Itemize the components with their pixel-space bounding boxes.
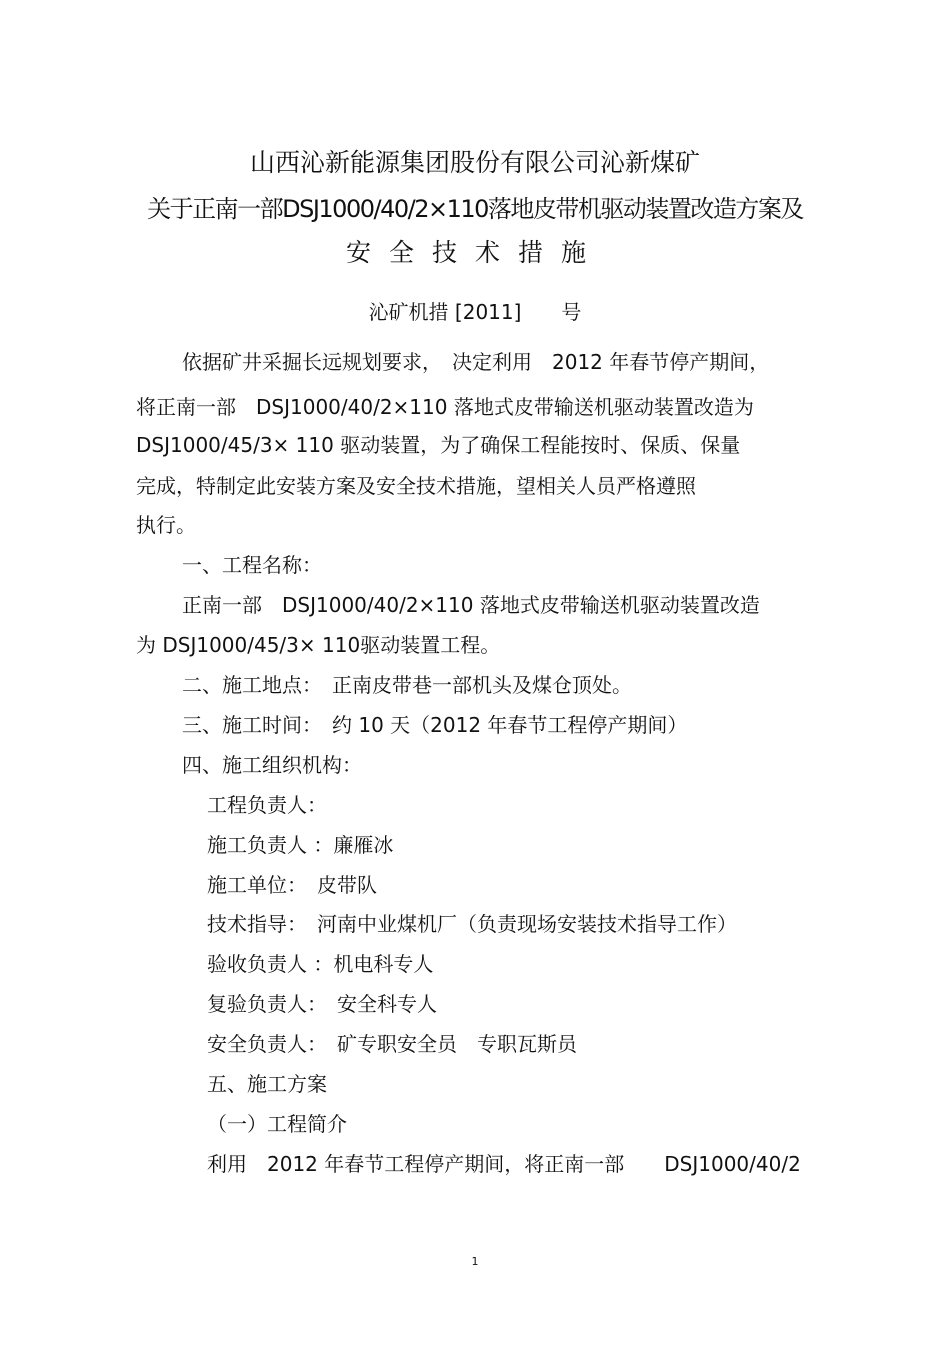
section-1-line-2: 为 DSJ1000/45/3× 110驱动装置工程。 — [136, 633, 501, 657]
org-item: 施工单位： 皮带队 — [207, 873, 377, 897]
org-item: 工程负责人： — [207, 793, 327, 817]
title-line-3: 安全技术措施 — [345, 238, 604, 267]
section-3: 三、施工时间： 约 10 天（2012 年春节工程停产期间） — [182, 713, 688, 737]
section-5-heading: 五、施工方案 — [207, 1072, 327, 1096]
org-item: 验收负责人 ：机电科专人 — [207, 952, 434, 976]
section-4-heading: 四、施工组织机构： — [182, 753, 362, 777]
section-2: 二、施工地点： 正南皮带巷一部机头及煤仓顶处。 — [182, 673, 632, 697]
intro-line-3: DSJ1000/45/3× 110 驱动装置，为了确保工程能按时、保质、保量 — [136, 433, 741, 457]
section-1-heading: 一、工程名称： — [182, 553, 322, 577]
intro-line-1: 依据矿井采掘长远规划要求， 决定利用 2012 年春节停产期间， — [182, 350, 770, 374]
document-number: 沁矿机措 [2011] 号 — [368, 300, 582, 324]
section-5-text: 利用 2012 年春节工程停产期间，将正南一部 DSJ1000/40/2 — [207, 1152, 801, 1176]
org-item: 技术指导： 河南中业煤机厂（负责现场安装技术指导工作） — [207, 912, 737, 936]
org-item: 安全负责人： 矿专职安全员 专职瓦斯员 — [207, 1032, 577, 1056]
intro-line-4: 完成，特制定此安装方案及安全技术措施，望相关人员严格遵照 — [136, 474, 696, 498]
section-5-subheading: （一）工程简介 — [207, 1112, 347, 1136]
section-1-line-1: 正南一部 DSJ1000/40/2×110 落地式皮带输送机驱动装置改造 — [182, 593, 760, 617]
intro-line-2: 将正南一部 DSJ1000/40/2×110 落地式皮带输送机驱动装置改造为 — [136, 395, 754, 419]
org-item: 施工负责人 ：廉雁冰 — [207, 833, 394, 857]
page-number: 1 — [471, 1255, 479, 1268]
org-item: 复验负责人： 安全科专人 — [207, 992, 437, 1016]
intro-line-5: 执行。 — [136, 513, 196, 537]
title-line-2: 关于正南一部DSJ1000/40/2×110落地皮带机驱动装置改造方案及 — [147, 195, 803, 223]
title-line-1: 山西沁新能源集团股份有限公司沁新煤矿 — [249, 148, 700, 177]
